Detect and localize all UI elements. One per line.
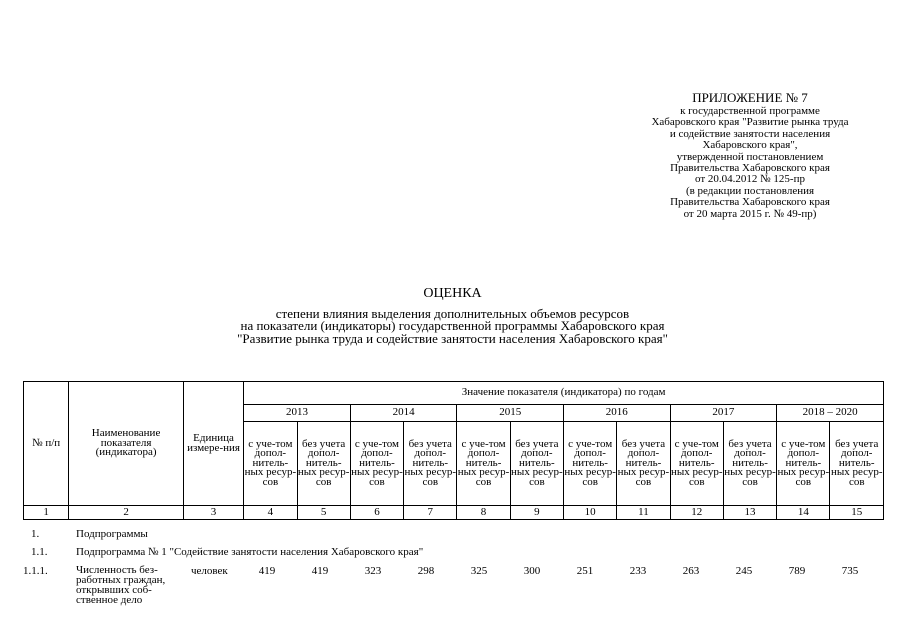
appendix-line: Хабаровского края",: [702, 139, 798, 152]
row-number: 1.1.1.: [23, 565, 48, 577]
column-number: 13: [723, 506, 776, 520]
appendix-line: к государственной программе: [680, 105, 820, 117]
row-number: 1.1.: [31, 546, 48, 558]
column-number: 5: [297, 506, 350, 520]
row-value: 263: [682, 565, 700, 577]
row-value: 323: [364, 565, 382, 577]
appendix-block: [600, 90, 900, 220]
column-number: 10: [564, 506, 617, 520]
appendix-heading: ПРИЛОЖЕНИЕ № 7: [692, 90, 808, 105]
column-number: 4: [244, 506, 297, 520]
column-number: 6: [350, 506, 403, 520]
header-name: Наименование показателя (индикатора): [69, 382, 184, 506]
column-number: 1: [24, 506, 69, 520]
appendix-line: утвержденной постановлением: [676, 150, 824, 163]
row-value: 245: [735, 565, 753, 577]
row-value: 300: [523, 565, 541, 577]
header-year: 2014: [350, 405, 457, 422]
column-number: 12: [670, 506, 723, 520]
row-value: 325: [470, 565, 488, 577]
row-value: 298: [417, 565, 435, 577]
header-year: 2018 – 2020: [777, 405, 884, 422]
header-with-resources: с уче-том допол-нитель-ных ресур-сов: [244, 422, 297, 506]
row-subprogram-title: Подпрограмма № 1 "Содействие занятости населения Хабаровского края": [76, 546, 424, 558]
header-without-resources: без учета допол-нитель-ных ресур-сов: [297, 422, 350, 506]
header-without-resources: без учета допол-нитель-ных ресур-сов: [617, 422, 670, 506]
row-unit: человек: [191, 565, 228, 577]
header-with-resources: с уче-том допол-нитель-ных ресур-сов: [777, 422, 830, 506]
title-line: "Развитие рынка труда и содействие занятости населения Хабаровского края": [237, 330, 668, 346]
row-value: 233: [629, 565, 647, 577]
header-year: 2015: [457, 405, 564, 422]
header-without-resources: без учета допол-нитель-ных ресур-сов: [723, 422, 776, 506]
header-unit: Единица измере-ния: [183, 382, 243, 506]
header-with-resources: с уче-том допол-нитель-ных ресур-сов: [564, 422, 617, 506]
header-year: 2017: [670, 405, 777, 422]
indicator-table: [23, 381, 884, 520]
row-value: 419: [311, 565, 329, 577]
title-line: степени влияния выделения дополнительных объемов ресурсов: [275, 305, 630, 321]
column-number: 11: [617, 506, 670, 520]
column-number: 2: [69, 506, 184, 520]
row-indicator-name: Численность без-работных граждан, открывших соб-ственное дело: [76, 564, 166, 606]
header-year: 2016: [564, 405, 671, 422]
column-number: 3: [183, 506, 243, 520]
header-with-resources: с уче-том допол-нитель-ных ресур-сов: [457, 422, 510, 506]
header-without-resources: без учета допол-нитель-ных ресур-сов: [404, 422, 457, 506]
row-value: 789: [788, 565, 806, 577]
header-num: № п/п: [24, 382, 69, 506]
column-number: 9: [510, 506, 563, 520]
column-number: 15: [830, 506, 884, 520]
appendix-line: Правительства Хабаровского края: [670, 196, 830, 209]
row-section-title: Подпрограммы: [76, 528, 148, 540]
appendix-line: Правительства Хабаровского края: [670, 162, 830, 175]
row-value: 419: [258, 565, 276, 577]
header-values-by-year: Значение показателя (индикатора) по годам: [244, 382, 884, 405]
column-number: 14: [777, 506, 830, 520]
row-value: 735: [841, 565, 859, 577]
header-without-resources: без учета допол-нитель-ных ресур-сов: [510, 422, 563, 506]
appendix-line: и содействие занятости населения: [669, 127, 831, 140]
title-main: ОЦЕНКА: [423, 286, 482, 301]
appendix-line: от 20 марта 2015 г. № 49-пр): [683, 207, 817, 220]
title-line: на показатели (индикаторы) государственной программы Хабаровского края: [240, 318, 665, 333]
header-with-resources: с уче-том допол-нитель-ных ресур-сов: [350, 422, 403, 506]
row-value: 251: [576, 565, 594, 577]
column-number: 8: [457, 506, 510, 520]
column-number: 7: [404, 506, 457, 520]
appendix-line: (в редакции постановления: [685, 184, 815, 197]
header-without-resources: без учета допол-нитель-ных ресур-сов: [830, 422, 884, 506]
header-year: 2013: [244, 405, 351, 422]
row-number: 1.: [31, 528, 40, 540]
document-title: [140, 288, 765, 345]
appendix-line: Хабаровского края "Развитие рынка труда: [651, 116, 849, 129]
header-with-resources: с уче-том допол-нитель-ных ресур-сов: [670, 422, 723, 506]
appendix-line: от 20.04.2012 № 125-пр: [695, 173, 805, 186]
